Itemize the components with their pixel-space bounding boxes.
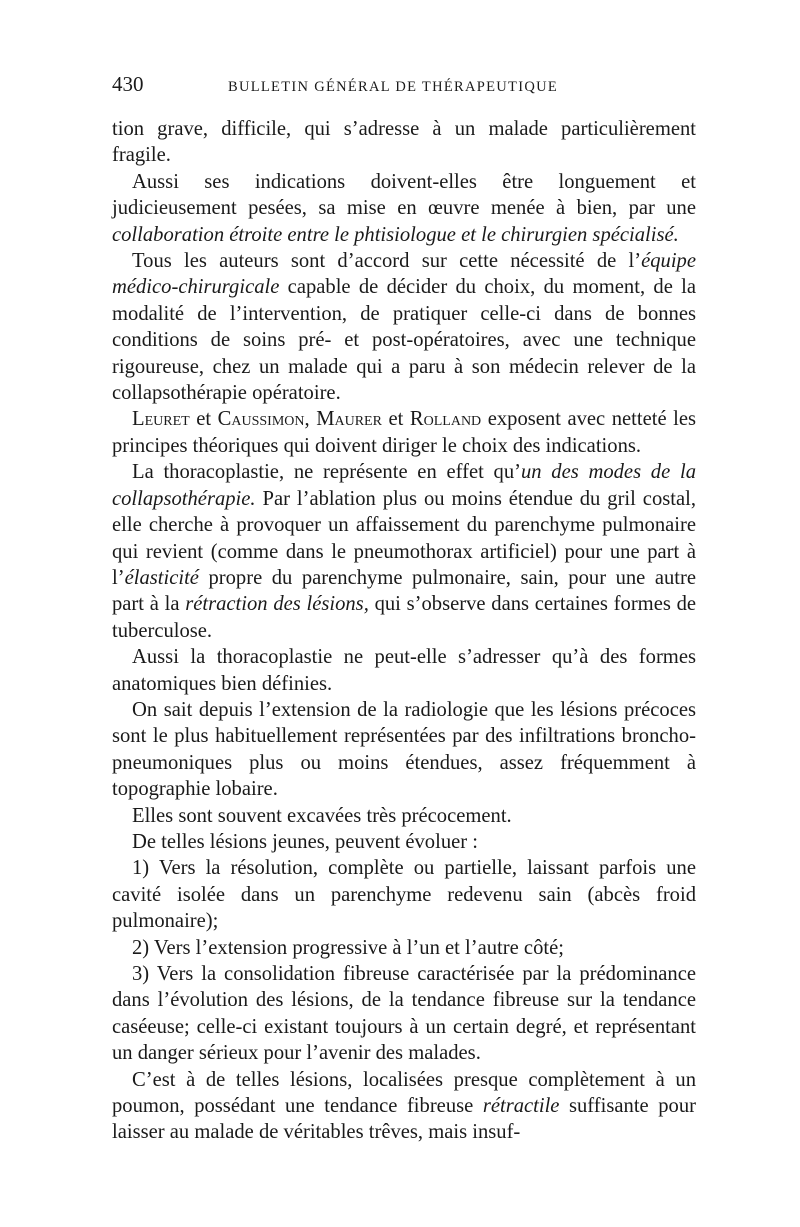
paragraph-10-emphasis: rétractile: [482, 1095, 560, 1118]
comma-sep: ,: [304, 408, 317, 431]
list-item-3: 3) Vers la consolidation fibreuse caractérisée par la prédominance dans l’évolution des lésions, de la tendance fibreuse sur la tendance caséeuse; celle-ci existant toujours à un certain degré, et représentant un danger sérieux pour l’avenir des malades.: [112, 963, 696, 1065]
list-item-1: 1) Vers la résolution, complète ou partielle, laissant parfois une cavité isolée dans un parenchyme redevenu sain (abcès froid pulmonaire);: [112, 857, 696, 933]
paragraph-8: Elles sont souvent excavées très précocement.: [132, 804, 512, 827]
author-caussimon: Caussimon: [217, 408, 305, 431]
paragraph-2-text: Aussi ses indications doivent-elles être longuement et judicieusement pesées, sa mise en œuvre menée à bien, par une: [112, 170, 696, 220]
paragraph-10-text-b: suffisante pour laisser au malade de véritables trêves, mais insuf-: [112, 1095, 696, 1144]
paragraph-3-text-b: capable de décider du choix, du moment, de la modalité de l’intervention, de pratiquer celle-ci dans de bonnes conditions de soins pré- et post-opératoires, avec une technique rigoureuse, chez un malade qui a paru à son médecin relever de la collapsothérapie opératoire.: [112, 276, 696, 405]
author-rolland: Rolland: [409, 408, 482, 431]
conj-et-1: et: [189, 408, 218, 431]
paragraph-9: De telles lésions jeunes, peuvent évoluer :: [132, 830, 478, 853]
paragraph-5-text-a: La thoracoplastie, ne représente en effet qu’: [132, 461, 521, 484]
paragraph-7: On sait depuis l’extension de la radiologie que les lésions précoces sont le plus habituellement représentées par des infiltrations broncho-pneumoniques plus ou moins étendues, assez fréquemment à topographie lobaire.: [112, 698, 696, 801]
body-text: [112, 116, 696, 1146]
paragraph-3-emphasis: équipe médico-chirurgicale: [112, 250, 696, 299]
paragraph-1: tion grave, difficile, qui s’adresse à un malade particulièrement fragile.: [112, 118, 696, 167]
running-title: BULLETIN GÉNÉRAL DE THÉRAPEUTIQUE: [228, 79, 559, 95]
paragraph-2-emphasis: collaboration étroite entre le phtisiologue et le chirurgien spécialisé.: [112, 223, 679, 246]
author-maurer: Maurer: [316, 408, 382, 431]
paragraph-4: [112, 406, 696, 459]
paragraph-5-text-c: propre du parenchyme pulmonaire, sain, pour une autre part à la: [112, 566, 696, 616]
paragraph-6: Aussi la thoracoplastie ne peut-elle s’adresser qu’à des formes anatomiques bien définies.: [112, 646, 696, 695]
paragraph-2: [112, 169, 696, 248]
paragraph-10: [112, 1067, 696, 1146]
page-header: [112, 72, 696, 106]
paragraph-5-text-b: Par l’ablation plus ou moins étendue du gril costal, elle cherche à provoquer un affaissement du parenchyme pulmonaire qui revient (comme dans le pneumothorax artificiel) pour une part à l’: [112, 487, 696, 589]
paragraph-3-text-a: Tous les auteurs sont d’accord sur cette nécessité de l’: [132, 250, 642, 273]
conj-et-2: et: [381, 408, 410, 431]
paragraph-4-text: exposent avec netteté les principes théoriques qui doivent diriger le choix des indications.: [112, 408, 696, 457]
paragraph-5-emphasis-c: rétraction des lésions,: [185, 593, 369, 616]
list-item-2: 2) Vers l’extension progressive à l’un et l’autre côté;: [132, 936, 564, 959]
paragraph-5: [112, 459, 696, 644]
paragraph-10-text-a: C’est à de telles lésions, localisées presque complètement à un poumon, possédant une tendance fibreuse: [112, 1068, 696, 1118]
page-number: 430: [112, 72, 144, 96]
paragraph-5-emphasis-b: élasticité: [124, 566, 199, 589]
author-leuret: Leuret: [132, 408, 190, 431]
paragraph-5-emphasis-a: un des modes de la collapsothérapie.: [112, 461, 696, 510]
paragraph-5-text-d: qui s’observe dans certaines formes de tuberculose.: [112, 593, 697, 642]
paragraph-3: [112, 248, 696, 406]
